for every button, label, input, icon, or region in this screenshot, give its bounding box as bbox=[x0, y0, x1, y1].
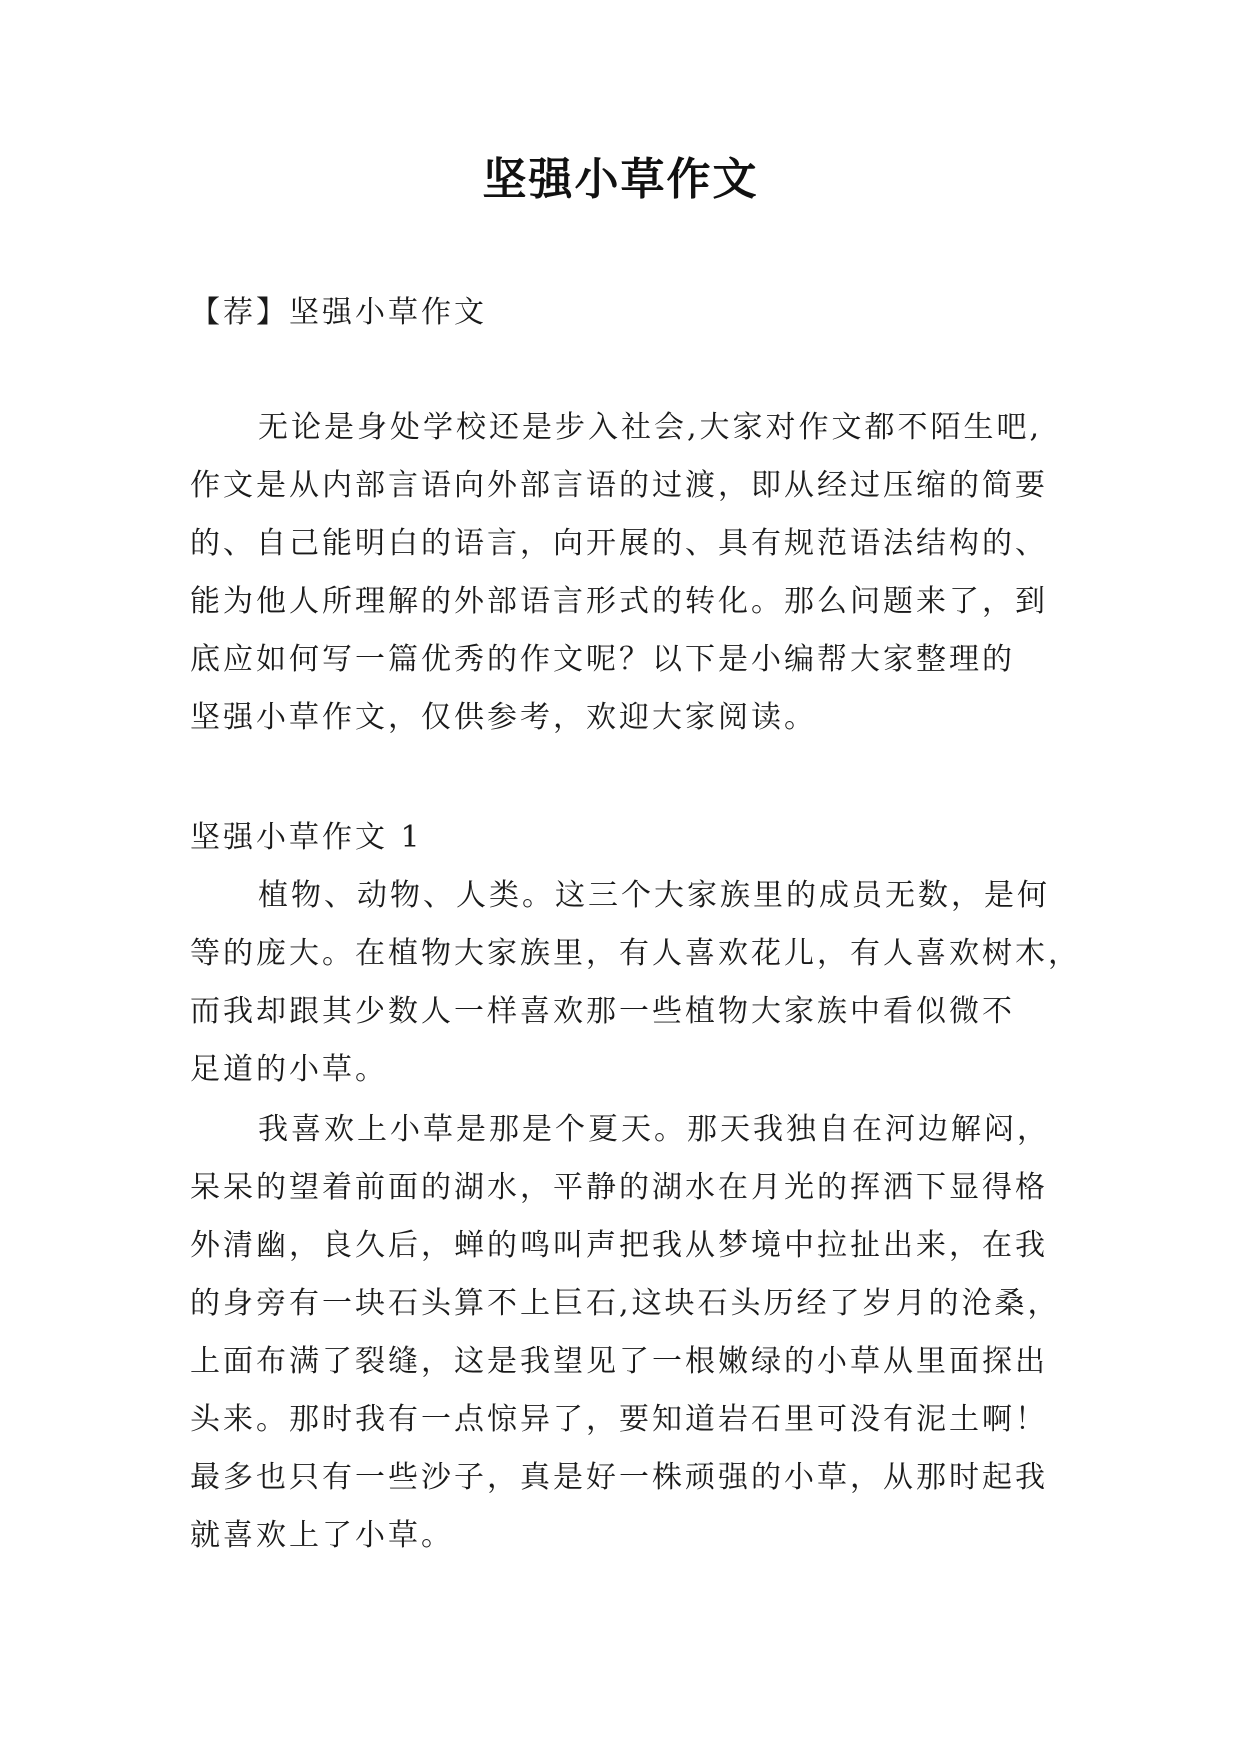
intro-line: 的、自己能明白的语言，向开展的、具有规范语法结构的、 bbox=[190, 526, 1048, 561]
intro-line: 无论是身处学校还是步入社会,大家对作文都不陌生吧, bbox=[258, 410, 1043, 445]
intro-line: 能为他人所理解的外部语言形式的转化。那么问题来了，到 bbox=[190, 584, 1048, 619]
paragraph-line: 植物、动物、人类。这三个大家族里的成员无数，是何 bbox=[258, 878, 1050, 913]
paragraph-line: 呆呆的望着前面的湖水，平静的湖水在月光的挥洒下显得格 bbox=[190, 1170, 1048, 1205]
paragraph-line: 等的庞大。在植物大家族里，有人喜欢花儿，有人喜欢树木， bbox=[190, 936, 1081, 971]
paragraph-line: 足道的小草。 bbox=[190, 1052, 388, 1087]
paragraph-line: 的身旁有一块石头算不上巨石,这块石头历经了岁月的沧桑， bbox=[190, 1286, 1061, 1321]
intro-line: 作文是从内部言语向外部言语的过渡，即从经过压缩的简要 bbox=[190, 468, 1048, 503]
paragraph-line: 而我却跟其少数人一样喜欢那一些植物大家族中看似微不 bbox=[190, 994, 1015, 1029]
paragraph-line: 外清幽，良久后，蝉的鸣叫声把我从梦境中拉扯出来，在我 bbox=[190, 1228, 1048, 1263]
intro-line: 底应如何写一篇优秀的作文呢？以下是小编帮大家整理的 bbox=[190, 642, 1015, 677]
paragraph-line: 我喜欢上小草是那是个夏天。那天我独自在河边解闷， bbox=[258, 1112, 1050, 1147]
paragraph-line: 头来。那时我有一点惊异了，要知道岩石里可没有泥土啊！ bbox=[190, 1402, 1048, 1437]
document-title: 坚强小草作文 bbox=[482, 154, 759, 205]
intro-line: 坚强小草作文，仅供参考，欢迎大家阅读。 bbox=[190, 700, 817, 735]
paragraph-line: 上面布满了裂缝，这是我望见了一根嫩绿的小草从里面探出 bbox=[190, 1344, 1048, 1379]
section-heading: 坚强小草作文 1 bbox=[190, 820, 423, 855]
paragraph-line: 最多也只有一些沙子，真是好一株顽强的小草，从那时起我 bbox=[190, 1460, 1048, 1495]
paragraph-line: 就喜欢上了小草。 bbox=[190, 1518, 454, 1553]
recommended-heading: 【荐】坚强小草作文 bbox=[190, 295, 487, 330]
